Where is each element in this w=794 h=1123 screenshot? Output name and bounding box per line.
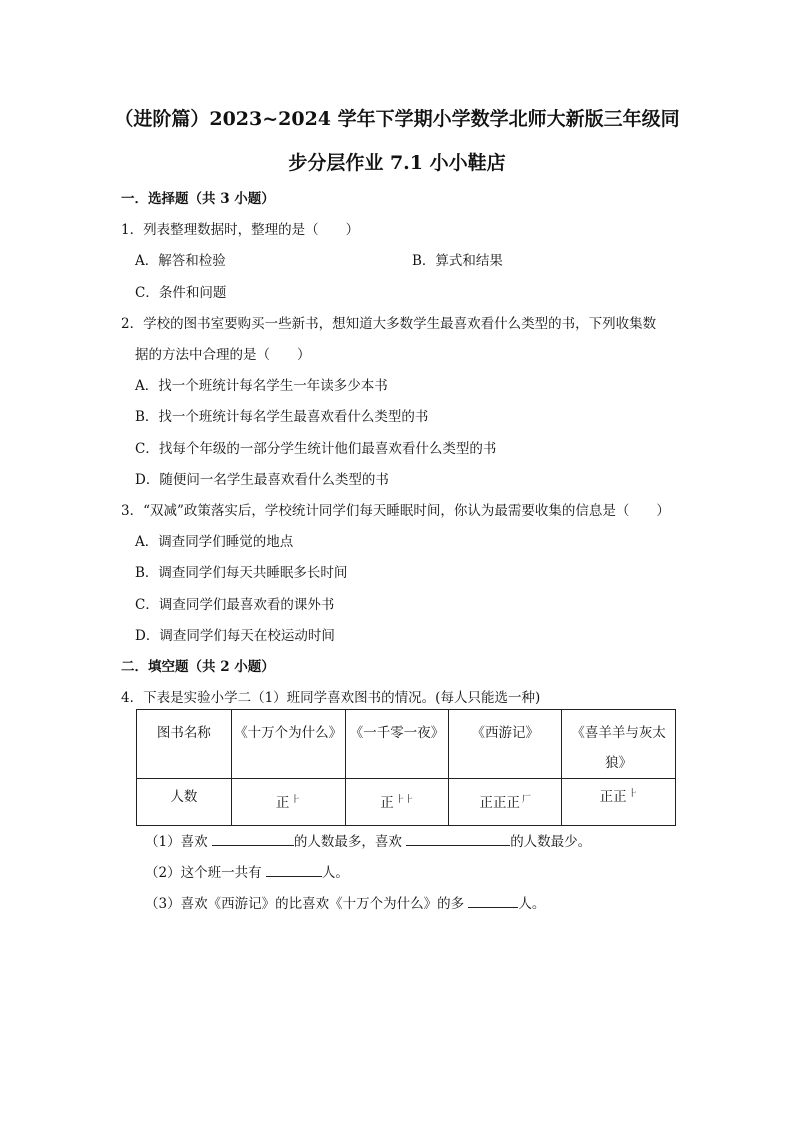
table-header-cell: 《十万个为什么》 — [231, 710, 345, 779]
tally-cell: 正 ⺊⺊ — [345, 779, 449, 826]
q2-option-b: B．找一个班统计每名学生最喜欢看什么类型的书 — [135, 409, 429, 425]
table-row — [137, 779, 676, 826]
q4-stem: 4．下表是实验小学二（1）班同学喜欢图书的情况。(每人只能选一种) — [121, 690, 541, 706]
q1-option-a: A．解答和检验 — [135, 253, 226, 269]
tally-cell: 正 ⺊ — [231, 779, 345, 826]
answer-blank[interactable] — [468, 893, 518, 908]
table-header-cell: 《一千零一夜》 — [345, 710, 449, 779]
q1-option-b: B．算式和结果 — [412, 253, 503, 269]
q3-option-c: C．调查同学们最喜欢看的课外书 — [135, 597, 335, 613]
q2-stem-line1: 2．学校的图书室要购买一些新书，想知道大多数学生最喜欢看什么类型的书，下列收集数 — [121, 316, 657, 332]
table-row-label: 人数 — [137, 779, 232, 826]
tally-cell: 正正 ⺊ — [562, 779, 676, 826]
q2-stem-line2: 据的方法中合理的是（ ） — [135, 347, 311, 363]
section1-heading: 一．选择题（共 3 小题） — [121, 191, 275, 207]
table-header-row — [137, 710, 676, 779]
tally-cell: 正正正 $^厂$ — [449, 779, 562, 826]
q2-option-d: D．随便问一名学生最喜欢看什么类型的书 — [135, 472, 389, 488]
q3-option-d: D．调查同学们每天在校运动时间 — [135, 628, 335, 644]
q2-option-a: A．找一个班统计每名学生一年读多少本书 — [135, 378, 388, 394]
q4-sub2: （2）这个班一共有 人。 — [145, 861, 349, 881]
q3-option-a: A．调查同学们睡觉的地点 — [135, 534, 294, 550]
q1-option-c: C．条件和问题 — [135, 285, 227, 301]
document-title-line1: （进阶篇）2023~2024 学年下学期小学数学北师大新版三年级同 — [114, 108, 680, 130]
q3-stem: 3．“双减”政策落实后，学校统计同学们每天睡眠时间，你认为最需要收集的信息是（ ） — [121, 503, 670, 519]
book-preference-table — [136, 709, 676, 826]
section2-heading: 二．填空题（共 2 小题） — [121, 659, 275, 675]
table-header-cell: 《喜羊羊与灰太 狼》 — [562, 710, 676, 779]
table-header-cell: 《西游记》 — [449, 710, 562, 779]
q3-option-b: B．调查同学们每天共睡眠多长时间 — [135, 565, 348, 581]
answer-blank[interactable] — [212, 831, 294, 846]
q1-stem: 1．列表整理数据时，整理的是（ ） — [121, 222, 360, 238]
q4-sub3: （3）喜欢《西游记》的比喜欢《十万个为什么》的多 人。 — [145, 892, 545, 912]
answer-blank[interactable] — [406, 831, 510, 846]
answer-blank[interactable] — [266, 862, 322, 877]
table-header-cell: 图书名称 — [137, 710, 232, 779]
document-title-line2: 步分层作业 7.1 小小鞋店 — [288, 152, 506, 174]
q2-option-c: C．找每个年级的一部分学生统计他们最喜欢看什么类型的书 — [135, 441, 497, 457]
q4-sub1: （1）喜欢 的人数最多，喜欢 的人数最少。 — [145, 830, 591, 850]
